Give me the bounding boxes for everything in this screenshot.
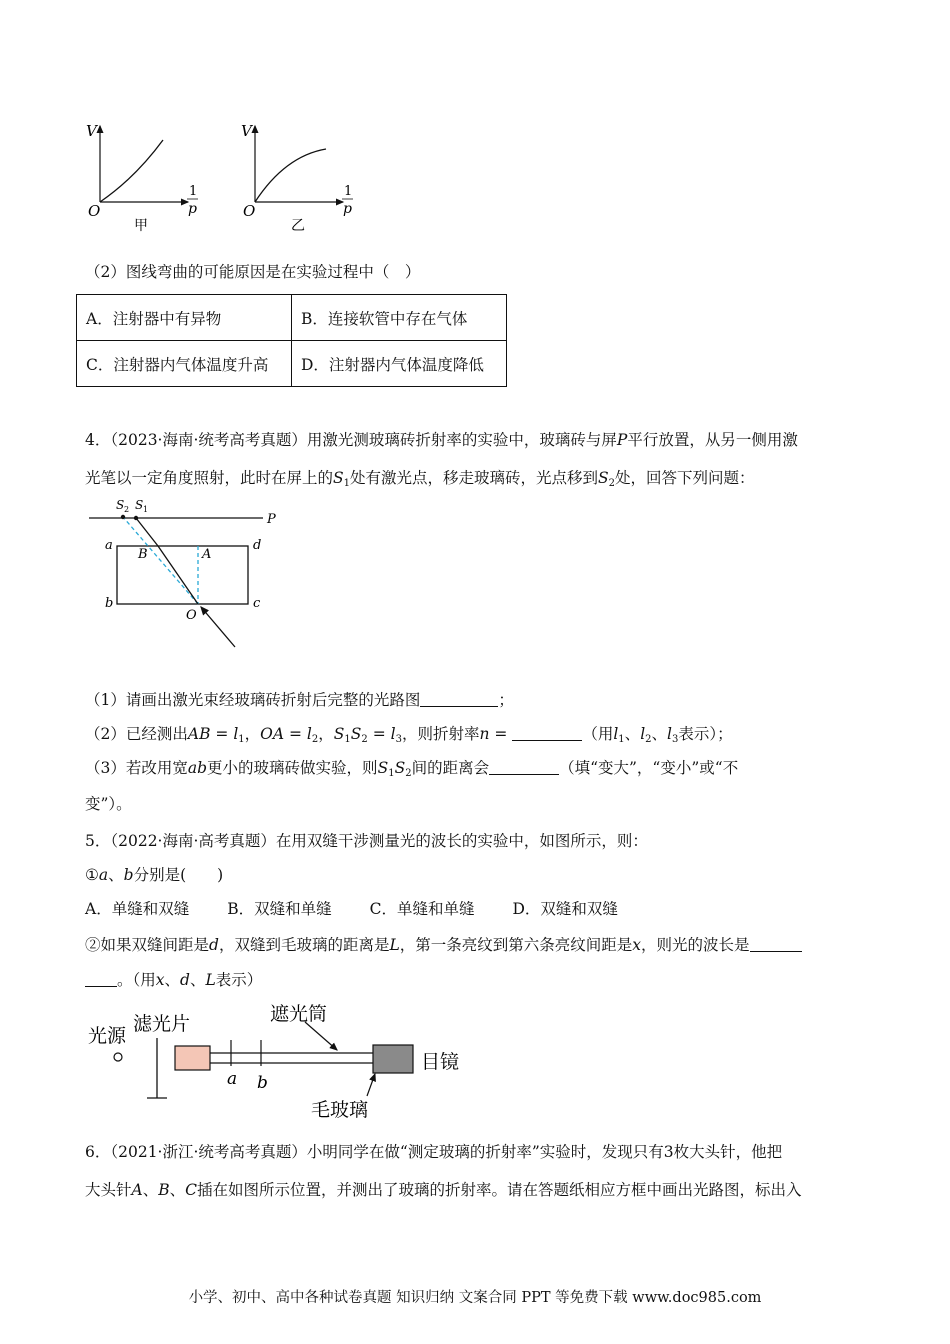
label-eyepiece: 目镜 — [421, 1051, 460, 1073]
q4-part1: （1）请画出激光束经玻璃砖折射后完整的光路图 ； — [85, 691, 514, 709]
exit-ray — [136, 518, 158, 546]
graph-yi-xden: p — [343, 201, 352, 217]
vp-graphs — [80, 118, 380, 243]
q5-option-a[interactable]: A．单缝和双缝 — [85, 900, 190, 918]
q6-line1: 6．（2021·浙江·统考高考真题）小明同学在做“测定玻璃的折射率”实验时，发现只有3枚大头针，他把 — [85, 1143, 783, 1161]
label-tube: 遮光筒 — [270, 1003, 328, 1025]
tube-pointer — [305, 1022, 337, 1050]
svg-text:2: 2 — [124, 505, 130, 514]
point-s1 — [134, 516, 138, 520]
label-a: a — [227, 1069, 238, 1089]
q4-part2-blank[interactable] — [512, 726, 582, 741]
q4-line2: 光笔以一定角度照射，此时在屏上的$S_1$处有激光点，移走玻璃砖，光点移到$S_2$处，回答下列问题： — [85, 469, 755, 489]
q3-part2-prompt: （2）图线弯曲的可能原因是在实验过程中（ ） — [85, 263, 421, 281]
q3-options-table — [76, 294, 507, 387]
svg-text:c: c — [253, 596, 261, 611]
glass-brick-diagram — [85, 495, 295, 655]
svg-text:S: S — [116, 498, 125, 512]
label-filter: 滤光片 — [133, 1013, 191, 1035]
filter-block — [175, 1046, 210, 1070]
graph-yi-curve — [255, 149, 326, 202]
q5-options — [85, 899, 618, 919]
q5-line1: 5．（2022·海南·高考真题）在用双缝干涉测量光的波长的实验中，如图所示，则： — [85, 832, 648, 850]
label-screen: 毛玻璃 — [311, 1099, 369, 1121]
q5-line4: ②如果双缝间距是d，双缝到毛玻璃的距离是L，第一条亮纹到第六条亮纹间距是x，则光的波长是 — [85, 935, 802, 955]
glass-brick — [117, 546, 248, 604]
q4-part2: （2）已经测出AB = $l_1$，OA = $l_2$，$S_1S_2 = l_3$，则折射率n = （用$l_1$、$l_2$、$l_3$表示）； — [85, 725, 733, 745]
q4-part3: （3）若改用宽ab更小的玻璃砖做实验，则$S_1S_2$间的距离会 （填“变大”，“变小”或“不 — [85, 759, 739, 779]
q4-part3-cont: 变”）。 — [85, 795, 132, 813]
q5-line5: 。（用x、d、L表示） — [85, 970, 262, 990]
refracted-ray — [158, 546, 198, 604]
svg-text:b: b — [105, 596, 114, 611]
laser-incident — [201, 607, 235, 647]
q3-option-c[interactable]: C．注射器内气体温度升高 — [77, 341, 292, 387]
graph-jia-yaxis: V — [86, 122, 97, 140]
graph-yi-xnum: 1 — [344, 184, 353, 199]
svg-text:P: P — [267, 512, 276, 527]
svg-text:A: A — [202, 547, 212, 562]
graph-jia — [86, 122, 198, 234]
q3-option-d[interactable]: D．注射器内气体温度降低 — [292, 341, 507, 387]
light-source-icon — [114, 1053, 122, 1061]
q5-option-c[interactable]: C．单缝和单缝 — [369, 900, 475, 918]
svg-text:d: d — [253, 538, 262, 553]
point-s2 — [121, 515, 125, 519]
graph-yi-caption: 乙 — [291, 218, 305, 234]
eyepiece-block — [373, 1045, 413, 1073]
q3-option-a[interactable]: A．注射器中有异物 — [77, 295, 292, 341]
label-b: b — [257, 1073, 268, 1093]
q4-line1: 4．（2023·海南·统考高考真题）用激光测玻璃砖折射率的实验中，玻璃砖与屏P平行放置，从另一侧用激 — [85, 431, 798, 449]
q4-part3-blank[interactable] — [489, 760, 559, 775]
double-slit-apparatus — [85, 1000, 485, 1125]
svg-text:B: B — [138, 547, 148, 562]
q5-line2: ①a、b分别是( ) — [85, 866, 224, 884]
q4-part1-blank[interactable] — [420, 692, 498, 707]
q5-blank-part2[interactable] — [85, 972, 117, 987]
dashed-ray — [123, 517, 198, 604]
graph-jia-caption: 甲 — [134, 218, 148, 234]
graph-jia-xnum: 1 — [189, 184, 198, 199]
graph-yi-origin: O — [243, 202, 256, 220]
svg-text:a: a — [105, 538, 113, 553]
screen-pointer — [367, 1074, 375, 1096]
q5-option-d[interactable]: D．双缝和双缝 — [512, 900, 618, 918]
q5-blank-part1[interactable] — [750, 937, 802, 952]
svg-text:1: 1 — [143, 505, 149, 514]
svg-text:S: S — [135, 498, 144, 512]
q5-option-b[interactable]: B．双缝和单缝 — [227, 900, 332, 918]
graph-yi — [241, 122, 353, 234]
graph-jia-curve — [100, 140, 163, 202]
graph-yi-yaxis: V — [241, 122, 252, 140]
graph-jia-xden: p — [188, 201, 197, 217]
label-light-source: 光源 — [88, 1025, 127, 1047]
q6-line2: 大头针A、B、C插在如图所示位置，并测出了玻璃的折射率。请在答题纸相应方框中画出光路图，标出入 — [85, 1181, 802, 1199]
svg-text:O: O — [186, 608, 197, 623]
q3-option-b[interactable]: B．连接软管中存在气体 — [292, 295, 507, 341]
page-footer: 小学、初中、高中各种试卷真题 知识归纳 文案合同 PPT 等免费下载 www.doc985.com — [188, 1290, 762, 1306]
graph-jia-origin: O — [88, 202, 101, 220]
